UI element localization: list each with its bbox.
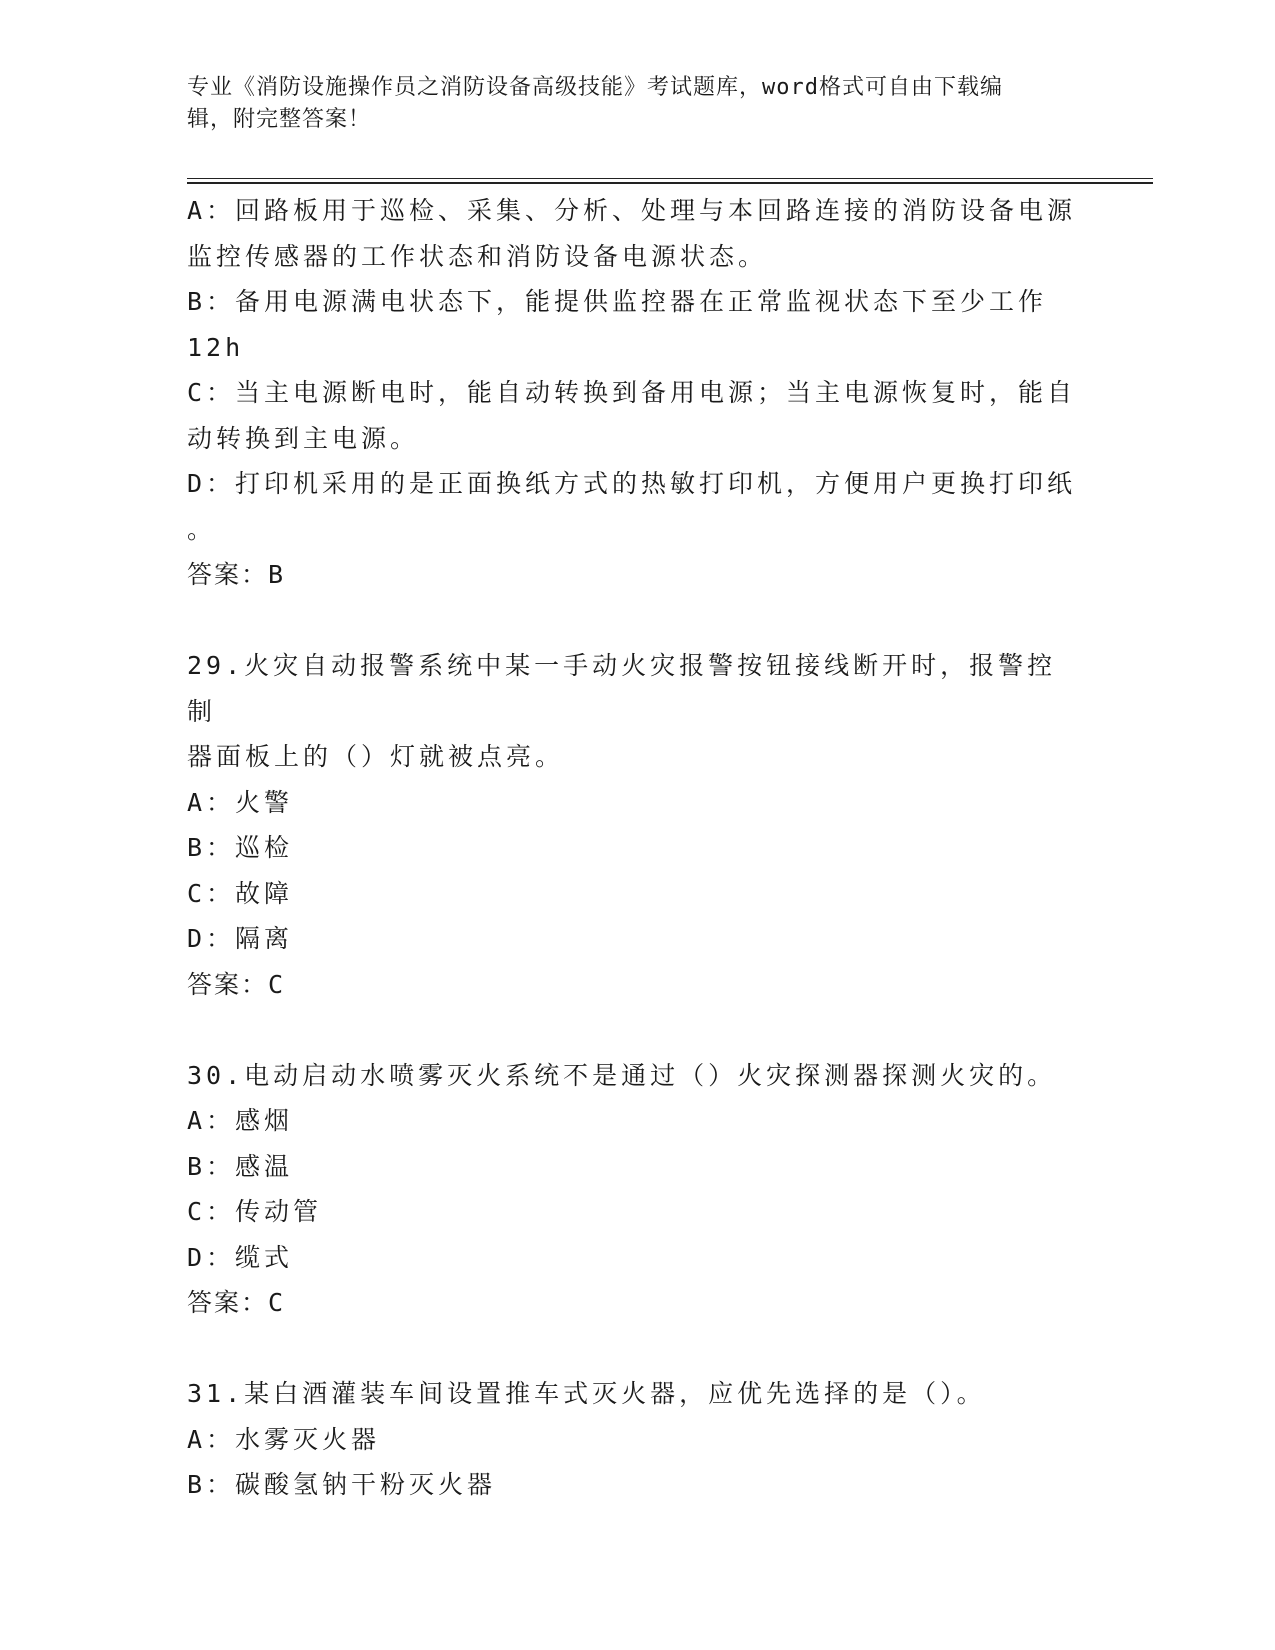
question-block-28	[187, 188, 1077, 598]
option-line: D：打印机采用的是正面换纸方式的热敏打印机，方便用户更换打印纸	[187, 469, 1077, 498]
option-line: 12h	[187, 332, 245, 362]
spacer	[187, 598, 1077, 644]
question-text: 器面板上的（）灯就被点亮。	[187, 742, 565, 771]
option-line: B：碳酸氢钠干粉灭火器	[187, 1470, 497, 1499]
question-block-30	[187, 1053, 1077, 1326]
header-divider	[187, 182, 1153, 184]
question-text: 30.电动启动水喷雾灭火系统不是通过（）火灾探测器探测火灾的。	[187, 1060, 1057, 1090]
answer-line: 答案：B	[187, 560, 286, 589]
header-line: 专业《消防设施操作员之消防设备高级技能》考试题库，word格式可自由下载编	[187, 75, 1003, 100]
option-line: B：备用电源满电状态下，能提供监控器在正常监视状态下至少工作	[187, 287, 1048, 316]
option-line: D：缆式	[187, 1242, 294, 1272]
option-line: D：隔离	[187, 924, 294, 953]
question-text: 29.火灾自动报警系统中某一手动火灾报警按钮接线断开时，报警控制	[187, 651, 1057, 726]
question-text: 31.某白酒灌装车间设置推车式灭火器，应优先选择的是（）。	[187, 1379, 986, 1408]
question-content	[187, 188, 1077, 1508]
header-divider	[187, 178, 1153, 179]
option-line: B：巡检	[187, 833, 294, 862]
header-line: 辑，附完整答案！	[187, 107, 372, 132]
option-line: 监控传感器的工作状态和消防设备电源状态。	[187, 241, 768, 271]
option-line: C：当主电源断电时，能自动转换到备用电源；当主电源恢复时，能自	[187, 378, 1077, 407]
question-block-31	[187, 1371, 1077, 1508]
option-line: 。	[187, 514, 217, 544]
spacer	[187, 1007, 1077, 1053]
option-line: 动转换到主电源。	[187, 423, 420, 453]
option-line: B：感温	[187, 1151, 294, 1181]
option-line: C：传动管	[187, 1197, 323, 1226]
question-block-29	[187, 643, 1077, 1007]
answer-line: 答案：C	[187, 1288, 286, 1317]
option-line: A：水雾灭火器	[187, 1424, 381, 1454]
document-header	[187, 72, 1067, 136]
option-line: A：火警	[187, 787, 294, 817]
spacer	[187, 1326, 1077, 1372]
answer-line: 答案：C	[187, 969, 286, 999]
option-line: C：故障	[187, 878, 294, 908]
option-line: A：感烟	[187, 1106, 294, 1135]
option-line: A：回路板用于巡检、采集、分析、处理与本回路连接的消防设备电源	[187, 196, 1077, 225]
